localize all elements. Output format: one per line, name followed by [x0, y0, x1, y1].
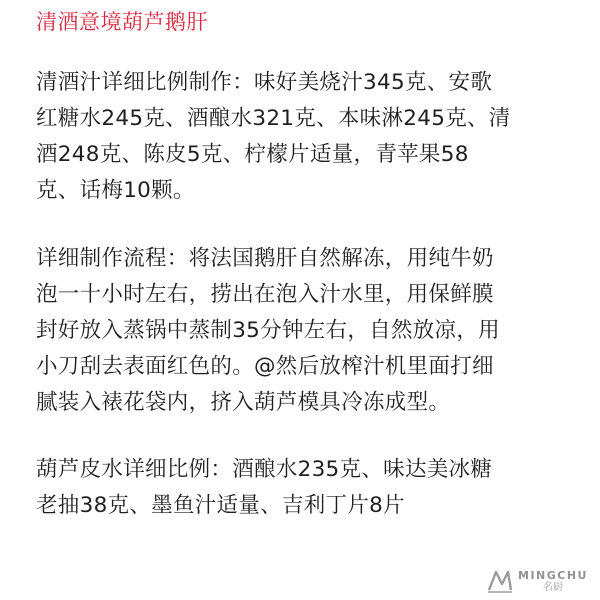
watermark-brand-cn: 名厨 — [543, 581, 563, 593]
article-title: 清酒意境葫芦鹅肝 — [36, 10, 208, 34]
recipe-sauce-paragraph — [36, 65, 566, 209]
article — [36, 0, 566, 524]
paragraph-line: 清酒汁详细比例制作：味好美烧汁345克、安歌 — [36, 70, 493, 95]
paragraph-line: 腻装入裱花袋内，挤入葫芦模具冷冻成型。 — [36, 390, 451, 415]
paragraph-line: 酒248克、陈皮5克、柠檬片适量，青苹果58 — [36, 142, 469, 167]
paragraph-line: 葫芦皮水详细比例：酒酿水235克、味达美冰糖 — [36, 457, 493, 482]
paragraph-line: 老抽38克、墨鱼汁适量、吉利丁片8片 — [36, 493, 405, 518]
paragraph-line: 封好放入蒸锅中蒸制35分钟左右，自然放凉，用 — [36, 318, 500, 343]
paragraph-line: 克、话梅10颗。 — [36, 178, 195, 203]
paragraph-line: 红糖水245克、酒酿水321克、本味淋245克、清 — [36, 106, 511, 131]
recipe-process-paragraph — [36, 241, 566, 421]
mingchu-logo-icon — [486, 568, 514, 594]
paragraph-line: 泡一十小时左右，捞出在泡入汁水里，用保鲜膜 — [36, 282, 494, 307]
paragraph-line: 详细制作流程：将法国鹅肝自然解冻，用纯牛奶 — [36, 246, 494, 271]
watermark — [486, 568, 588, 594]
paragraph-line: 小刀刮去表面红色的。@然后放榨汁机里面打细 — [36, 354, 494, 379]
watermark-brand-en: MINGCHU — [518, 568, 588, 582]
recipe-skin-paragraph — [36, 452, 566, 524]
